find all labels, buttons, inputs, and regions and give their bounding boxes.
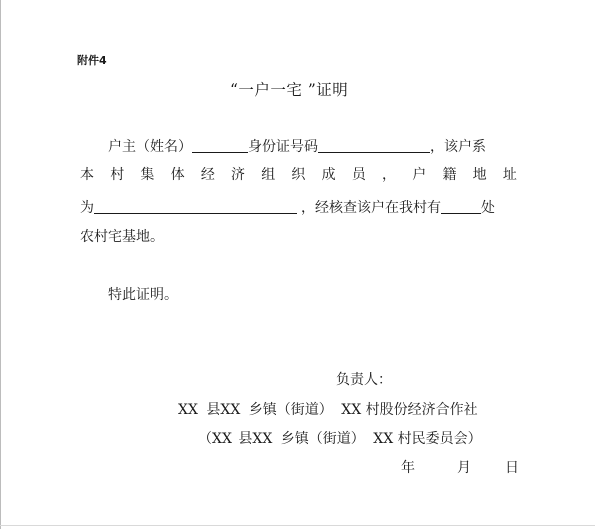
line2-char: 组 <box>261 167 276 183</box>
page-bottom-edge <box>0 525 595 526</box>
org2-xx-town: XX <box>252 431 273 447</box>
org2-open-paren: （ <box>198 431 212 447</box>
place-unit: 处 <box>481 200 495 216</box>
line2-char: 经 <box>200 167 215 183</box>
owner-name-blank[interactable] <box>192 138 248 153</box>
para1-line3 <box>80 199 495 217</box>
org-line-2 <box>198 430 482 448</box>
line2-char: ， <box>382 167 397 183</box>
address-prefix: 为 <box>80 200 94 216</box>
line2-char: 集 <box>140 167 155 183</box>
line2-char: 本 <box>80 167 94 183</box>
org1-xx-county: XX <box>178 402 198 418</box>
para2: 特此证明。 <box>108 287 178 303</box>
responsible-person-label: 负责人： <box>336 372 392 388</box>
count-blank[interactable] <box>441 199 481 214</box>
org1-xx-village: XX <box>341 402 362 418</box>
org1-town: 乡镇（街道） <box>248 402 333 418</box>
line2-char: 织 <box>291 167 306 183</box>
org2-town: 乡镇（街道） <box>280 431 365 447</box>
org-line-1 <box>178 401 478 419</box>
line2-char: 地 <box>472 167 487 183</box>
date-year: 年 <box>401 460 415 476</box>
line2-char: 籍 <box>442 167 457 183</box>
org1-xx-town: XX <box>220 402 241 418</box>
org1-county: 县 <box>206 402 221 418</box>
verified-text: ，经核查该户在我村有 <box>301 200 441 216</box>
org2-xx-village: XX <box>373 431 394 447</box>
line2-char: 成 <box>321 167 336 183</box>
line2-char: 村 <box>110 167 125 183</box>
date-month: 月 <box>457 460 471 476</box>
document-title: “一户一宅 ”证明 <box>230 81 349 99</box>
id-number-blank[interactable] <box>318 138 430 153</box>
line2-char: 员 <box>351 167 366 183</box>
line2-char: 体 <box>170 167 185 183</box>
line2-char: 址 <box>502 167 517 183</box>
id-number-label: 身份证号码 <box>248 139 318 155</box>
owner-name-label: 户主（姓名） <box>108 139 192 155</box>
para1-line4: 农村宅基地。 <box>80 229 164 245</box>
org1-name: 村股份经济合作社 <box>365 402 478 418</box>
line2-char: 户 <box>412 167 427 183</box>
date-day: 日 <box>505 460 519 476</box>
household-text: ，该户系 <box>430 139 486 155</box>
address-blank[interactable] <box>94 199 297 214</box>
org2-xx-county: XX <box>212 431 232 447</box>
para1-line2 <box>80 166 517 184</box>
page-left-edge <box>0 0 1 529</box>
org2-name: 村民委员会） <box>397 431 482 447</box>
para1-line1 <box>108 138 486 156</box>
attachment-label: 附件4 <box>77 54 107 67</box>
line2-char: 济 <box>231 167 246 183</box>
org2-county: 县 <box>238 431 253 447</box>
